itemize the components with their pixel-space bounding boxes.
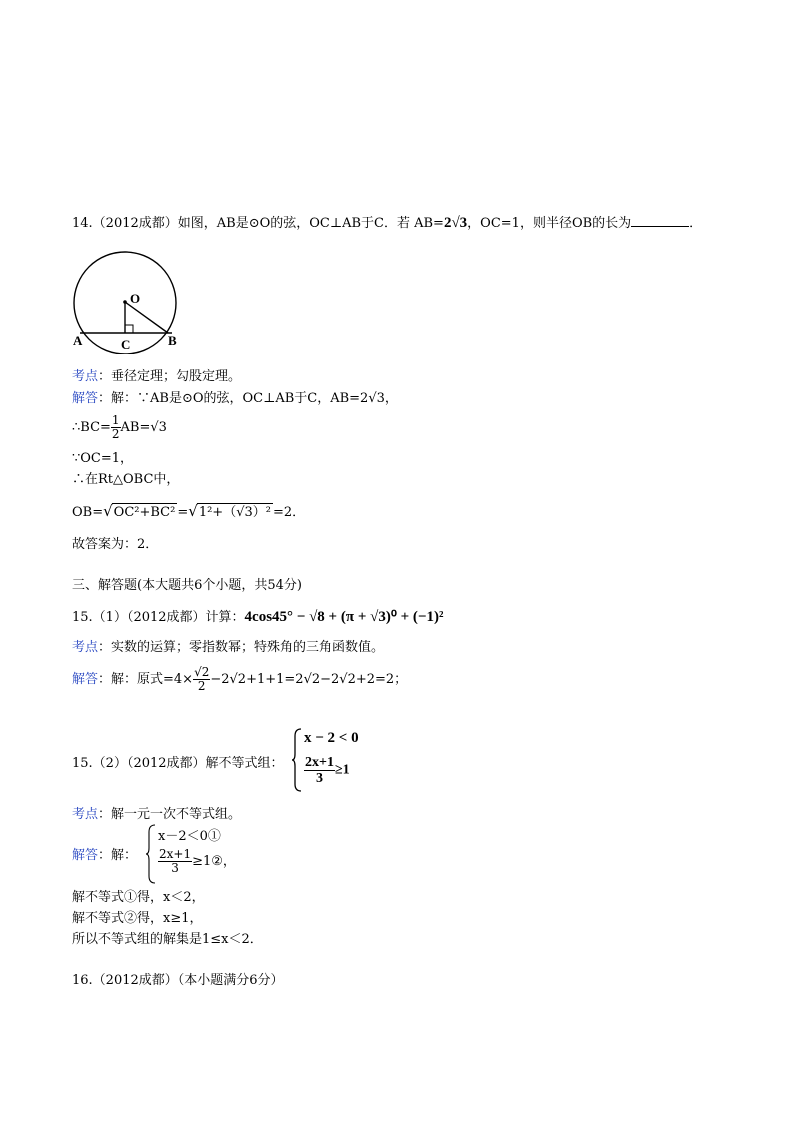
jieda-label: 解答: [72, 672, 99, 687]
q14-period: ．: [689, 216, 703, 231]
q15-2-stem: [72, 755, 284, 773]
jieda-label: 解答: [72, 391, 99, 406]
jieda-b: −2√2+1+1=2√2−2√2+2=2；: [210, 672, 408, 687]
step1-b: AB=√3: [120, 420, 167, 435]
q15-1-expression: 4cos45° − √8 + (π + √3)⁰ + (−1)²: [244, 609, 444, 625]
frac-num: 1: [111, 413, 120, 427]
step4-a: OB=: [72, 505, 104, 520]
q15-1-jieda: [72, 666, 407, 693]
q14-jieda: [72, 390, 398, 408]
q15-2-jieda: [72, 847, 137, 865]
sys-2-fraction: [158, 848, 192, 875]
sys-2-relation: ≥1②: [192, 854, 223, 869]
sys-1: x－2＜0①: [158, 829, 221, 844]
label-b: B: [168, 333, 177, 348]
right-angle-mark: [125, 325, 133, 333]
frac-den: 2: [197, 679, 206, 693]
kaodian-label: 考点: [72, 807, 99, 822]
radicand-2: 1²+（√3）²: [198, 505, 271, 520]
label-a: A: [73, 333, 83, 348]
q14-step1: [72, 414, 167, 441]
answer-blank: [631, 214, 689, 227]
circle-figure: [70, 250, 182, 354]
fraction-sqrt2-over-2: [193, 666, 210, 693]
sys-comma: ，: [222, 854, 236, 869]
q14-answer: 故答案为：2．: [72, 537, 159, 552]
frac-den: 3: [315, 771, 323, 786]
q15-1-stem: [72, 608, 443, 627]
ineq-1: x − 2 < 0: [304, 730, 359, 746]
brace-icon: [292, 728, 302, 792]
q14-ab-value: 2√3: [443, 215, 468, 231]
jieda-text: ：解：∵AB是⊙O的弦，OC⊥AB于C，AB=2√3，: [98, 391, 398, 406]
frac-den: 3: [171, 861, 179, 875]
jieda-text: ：解：: [98, 848, 138, 863]
kaodian-text: ：垂径定理；勾股定理。: [98, 369, 242, 384]
step1-a: ∴BC=: [72, 420, 111, 435]
step4-b: =: [177, 505, 189, 520]
q14-kaodian: [72, 368, 241, 386]
q14-step3: ∴在Rt△OBC中，: [72, 472, 180, 487]
q14-stem: [72, 214, 702, 233]
q14-prefix: 14.（2012成都）如图，AB是⊙O的弦，OC⊥AB于C．若 AB=: [72, 216, 444, 231]
q14-suffix: ，OC=1，则半径OB的长为: [467, 216, 632, 231]
q15-2-system: [292, 728, 412, 794]
jieda-label: 解答: [72, 848, 99, 863]
label-c: C: [121, 337, 131, 352]
frac-den: 2: [111, 427, 120, 441]
q15-1-kaodian: [72, 639, 384, 657]
q15-2-line1: 解不等式①得，x＜2，: [72, 890, 205, 905]
kaodian-text: ：解一元一次不等式组。: [98, 807, 242, 822]
fraction-half: [111, 414, 121, 441]
label-o: O: [130, 291, 141, 306]
q14-step2: ∵OC=1，: [72, 451, 134, 466]
q15-2-kaodian: [72, 806, 241, 824]
center-dot: [123, 300, 127, 304]
q15-2-line3: 所以不等式组的解集是1≤x＜2．: [72, 932, 263, 947]
q16-stem: 16.（2012成都）（本小题满分6分）: [72, 973, 284, 988]
kaodian-text: ：实数的运算；零指数幂；特殊角的三角函数值。: [98, 640, 385, 655]
segment-ob: [125, 302, 168, 333]
ineq-2: [304, 755, 350, 786]
jieda-a: ：解：原式=4×: [98, 672, 194, 687]
q15-2-line2: 解不等式②得，x≥1，: [72, 911, 203, 926]
sqrt-sign: √: [103, 502, 113, 520]
step4-c: =2．: [272, 505, 306, 520]
frac-num: 2x+1: [159, 847, 192, 861]
ineq-2-fraction: [304, 755, 335, 786]
q14-step4: [72, 502, 305, 522]
radicand-1: OC²+BC²: [113, 505, 176, 520]
q15-2-solution-system: [146, 824, 256, 886]
kaodian-label: 考点: [72, 640, 99, 655]
ineq-2-relation: ≥1: [334, 762, 350, 778]
kaodian-label: 考点: [72, 369, 99, 384]
frac-num: √2: [194, 665, 210, 679]
section-3-title: 三、解答题(本大题共6个小题，共54分): [72, 578, 302, 593]
frac-num: 2x+1: [305, 755, 334, 770]
sqrt-sign: √: [188, 502, 198, 520]
q15-1-prefix: 15.（1）（2012成都）计算：: [72, 610, 245, 625]
q15-2-prefix: 15.（2）（2012成都）解不等式组：: [72, 756, 284, 771]
sys-2: [158, 848, 236, 875]
brace-icon: [146, 824, 156, 884]
